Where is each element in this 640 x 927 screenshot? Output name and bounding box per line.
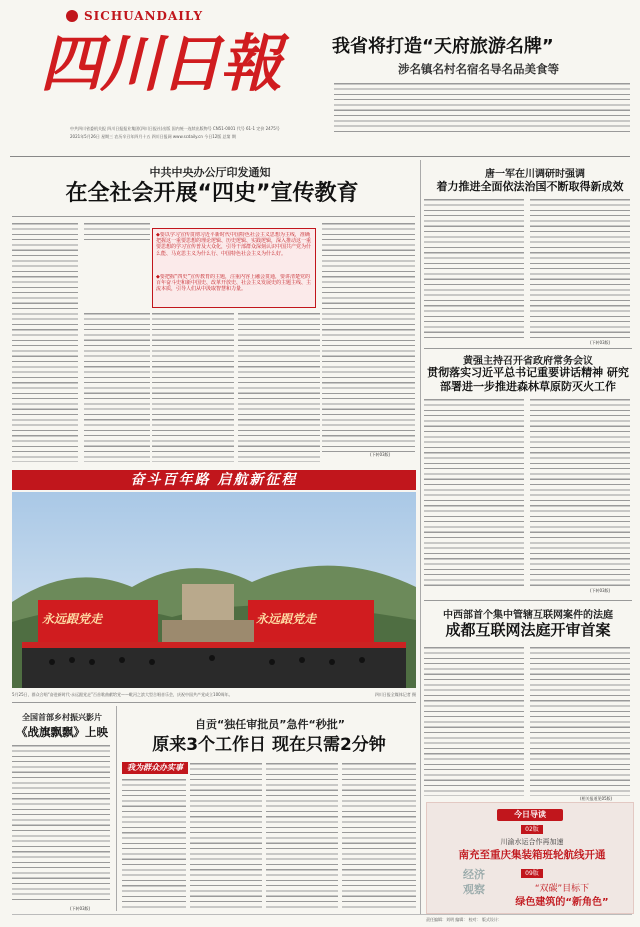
lead-column-2 (84, 222, 150, 242)
lead-column-2b (84, 312, 150, 462)
bottom-divider (116, 706, 117, 911)
economic-observation-badge: 经济观察 (463, 868, 485, 896)
story1-title: 着力推进全面依法治国不断取得新成效 (436, 180, 624, 193)
top-story-body (334, 82, 630, 134)
story2-title: 贯彻落实习近平总书记重要讲话精神 研究部署进一步推进森林草原防灭火工作 (427, 366, 629, 393)
lead-column-1 (12, 222, 78, 462)
story1-kicker: 唐一军在川调研时强调 (485, 169, 585, 180)
story3-body-a (424, 646, 524, 796)
story2-body-b (530, 398, 630, 588)
story3-related: (相关报道见05版) (580, 796, 613, 801)
photo-credit: 四川日报全媒体记者 摄 (374, 692, 416, 697)
story2-rule (424, 600, 632, 601)
story1-rule (424, 348, 632, 349)
series-label-text: 我为群众办实事 (127, 763, 183, 772)
story2-kicker: 黄强主持召开省政府常务会议 (463, 356, 593, 367)
story1-continued: (下转03版) (590, 340, 611, 345)
lead-highlight-box (152, 228, 316, 308)
approval-body-d (342, 762, 416, 910)
story1-body-a (424, 198, 524, 340)
masthead-logo: 四川日報 (40, 27, 281, 100)
story1-body-b (530, 198, 630, 340)
lead-title-rule (12, 216, 415, 217)
today-index (426, 802, 634, 914)
film-title: 《战旗飘飘》上映 (16, 725, 108, 739)
lead-column-3 (152, 312, 234, 462)
lead-kicker: 中共中央办公厅印发通知 (149, 166, 271, 179)
series-label (122, 762, 188, 774)
stage-text-right: 永远跟党走 (256, 612, 317, 626)
index-header (497, 809, 563, 821)
story3-title: 成都互联网法庭开审首案 (445, 621, 611, 639)
index-item-1-headline[interactable]: 南充至重庆集装箱班轮航线开通 (458, 849, 606, 861)
lead-title: 在全社会开展“四史”宣传教育 (65, 181, 359, 206)
index-item-2-headline[interactable]: 绿色建筑的“新角色” (515, 897, 609, 908)
approval-body-c (266, 762, 338, 910)
lead-column-4 (238, 312, 320, 462)
approval-body-b (190, 762, 262, 910)
story2-body-a (424, 398, 524, 588)
index-item-2-page[interactable]: 09版 (521, 869, 543, 878)
approval-title: 原来3个工作日 现在只需2分钟 (152, 735, 386, 755)
approval-body-a (122, 778, 186, 910)
top-story-subtitle: 涉名镇名村名宿名导名品美食等 (398, 62, 559, 76)
photo-caption: 5月25日，群众合唱“奋进新时代·永远跟党走”百首歌曲献给党——毗河之滨大型合唱音乐会，庆祝中国共产党成立100周年。 (12, 692, 233, 697)
footer-rule (12, 914, 632, 915)
top-story-title: 我省将打造“天府旅游名牌” (332, 36, 554, 57)
film-continued: (下转03版) (70, 906, 91, 911)
story2-continued: (下转03版) (590, 588, 611, 593)
lead-point-2: ◆要把握“四史”宣传教育的主题，注重内容上融会贯通，要讲清楚党的百年奋斗史和新中国史、改革开放史、社会主义发展史的主题主线、主流本质，引导人们从中汲取智慧和力量。 (156, 274, 312, 293)
date-line: 2021年5月26日 星期三 农历辛丑年四月十五 四川日报网 www.scdaily.cn 今日12版 总第 期 (70, 134, 236, 139)
photo-banner (12, 470, 416, 490)
story3-body-b (530, 646, 630, 796)
index-item-2-text[interactable]: “双碳”目标下 (534, 884, 590, 894)
english-title: SICHUANDAILY (84, 9, 204, 23)
lead-column-5 (322, 222, 415, 452)
index-item-1-text[interactable]: 川渝水运合作再加速 (500, 838, 564, 846)
column-divider (420, 160, 421, 915)
approval-kicker: 自贡“独任审批员”急件“秒批” (195, 718, 345, 731)
film-kicker: 全国首部乡村振兴影片 (22, 713, 102, 722)
footer-credits: 责任编辑：刘明 编辑： 校对： 版式设计： (426, 917, 502, 922)
film-body (12, 744, 110, 904)
issue-info: 中共四川省委机关报 四川日报报业集团(四川日报社)出版 国内统一连续出版物号 CN51-0001 代号 61-1 定价 2475号 (70, 126, 280, 131)
photo-banner-text: 奋斗百年路 启航新征程 (130, 472, 298, 488)
concert-photo-image (12, 492, 416, 688)
index-header-text: 今日导读 (514, 810, 546, 819)
stage-text-left: 永远跟党走 (42, 612, 103, 626)
lead-point-1: ◆要以学习宣传贯彻习近平新时代中国特色社会主义思想为主线，准确把握这一重要思想的理论逻辑、历史逻辑、实践逻辑，深入推动这一重要思想的学习宣传普及大众化，引导干部群众深刻认识中国共产党为什么能、马克思主义为什么行、中国特色社会主义为什么好。 (156, 232, 312, 257)
photo-rule (12, 702, 416, 703)
index-item-1-page[interactable]: 02版 (521, 825, 543, 834)
story3-kicker: 中西部首个集中管辖互联网案件的法庭 (443, 610, 613, 621)
newspaper-emblem-icon (66, 10, 78, 22)
masthead-divider (10, 156, 630, 157)
concert-photo (12, 492, 416, 688)
lead-continued: (下转03版) (370, 452, 391, 457)
